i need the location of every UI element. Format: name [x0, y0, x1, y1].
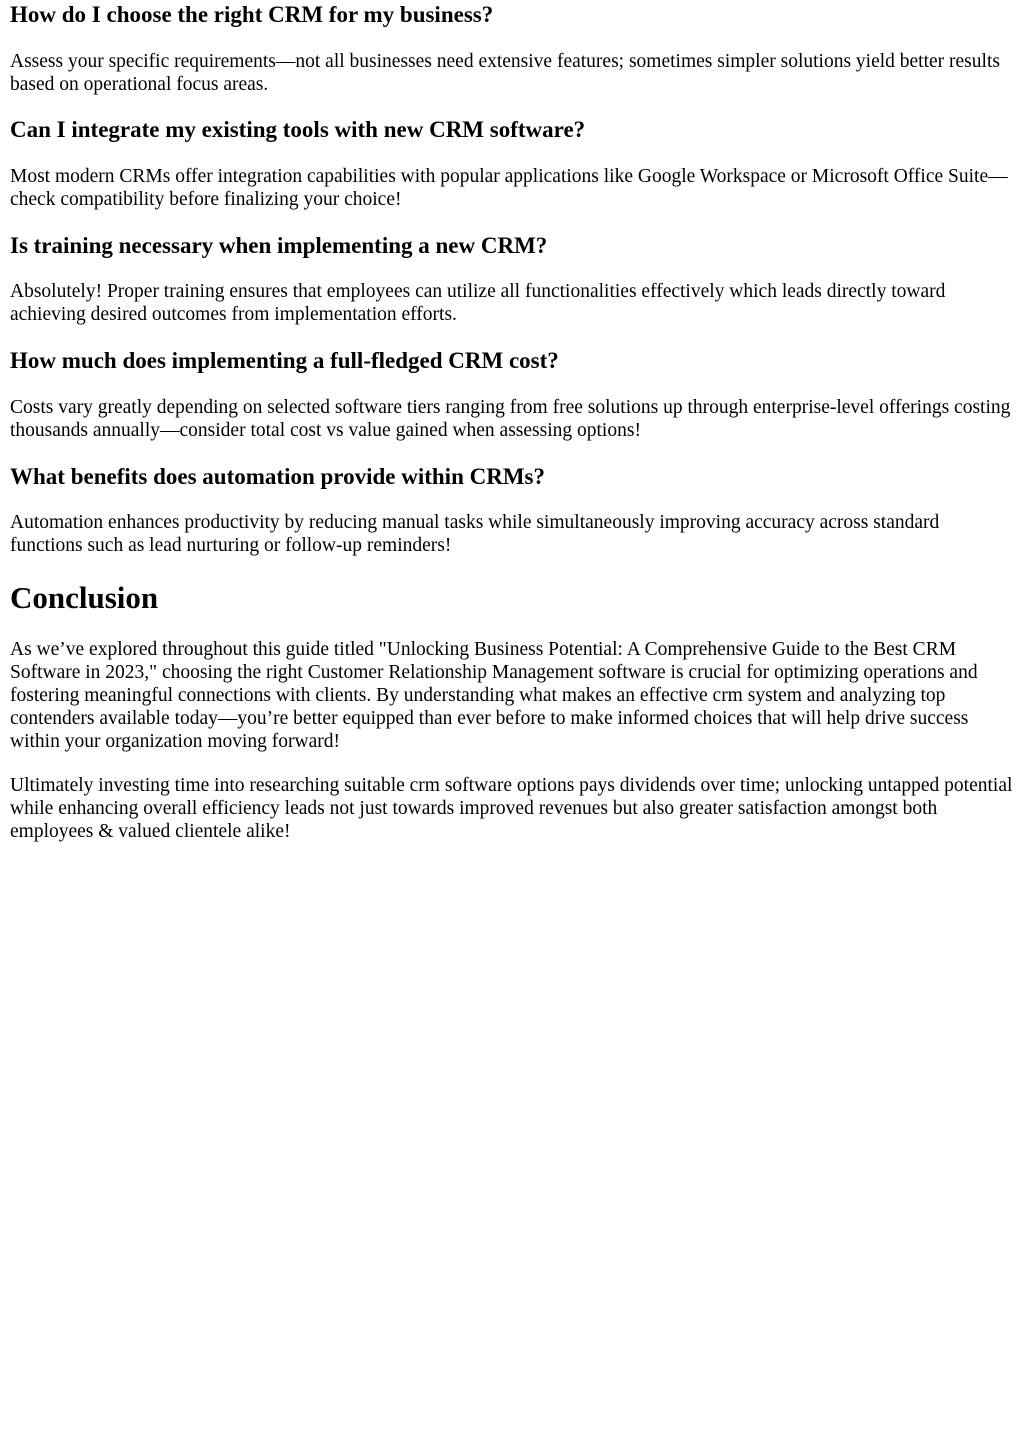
- conclusion-section: [10, 580, 1014, 843]
- article-content: [0, 1, 1024, 843]
- faq-section: [10, 1, 1014, 557]
- conclusion-paragraph: As we’ve explored throughout this guide titled "Unlocking Business Potential: A Comprehensive Guide to the Best CRM Software in 2023," choosing the right Customer Relationship Management software is crucial for optimizing operations and fostering meaningful connections with clients. By understanding what makes an effective crm system and analyzing top contenders available today—you’re better equipped than ever before to make informed choices that will help drive success within your organization moving forward!: [10, 639, 978, 752]
- faq-question: Can I integrate my existing tools with new CRM software?: [10, 117, 586, 142]
- faq-question: What benefits does automation provide within CRMs?: [10, 464, 545, 489]
- faq-answer: Assess your specific requirements—not all businesses need extensive features; sometimes simpler solutions yield better results based on operational focus areas.: [10, 51, 1000, 95]
- conclusion-paragraph: Ultimately investing time into researching suitable crm software options pays dividends over time; unlocking untapped potential while enhancing overall efficiency leads not just towards improved revenues but also greater satisfaction amongst both employees & valued clientele alike!: [10, 775, 1013, 842]
- faq-answer: Costs vary greatly depending on selected software tiers ranging from free solutions up through enterprise-level offerings costing thousands annually—consider total cost vs value gained when assessing options!: [10, 397, 1011, 441]
- faq-answer: Automation enhances productivity by reducing manual tasks while simultaneously improving accuracy across standard functions such as lead nurturing or follow-up reminders!: [10, 512, 940, 556]
- faq-answer: Most modern CRMs offer integration capabilities with popular applications like Google Workspace or Microsoft Office Suite—check compatibility before finalizing your choice!: [10, 166, 1008, 210]
- faq-question: Is training necessary when implementing a new CRM?: [10, 233, 548, 258]
- conclusion-heading: Conclusion: [10, 580, 159, 615]
- faq-answer: Absolutely! Proper training ensures that employees can utilize all functionalities effectively which leads directly toward achieving desired outcomes from implementation efforts.: [10, 281, 946, 325]
- faq-question: How much does implementing a full-fledged CRM cost?: [10, 348, 559, 373]
- faq-question: How do I choose the right CRM for my business?: [10, 2, 494, 27]
